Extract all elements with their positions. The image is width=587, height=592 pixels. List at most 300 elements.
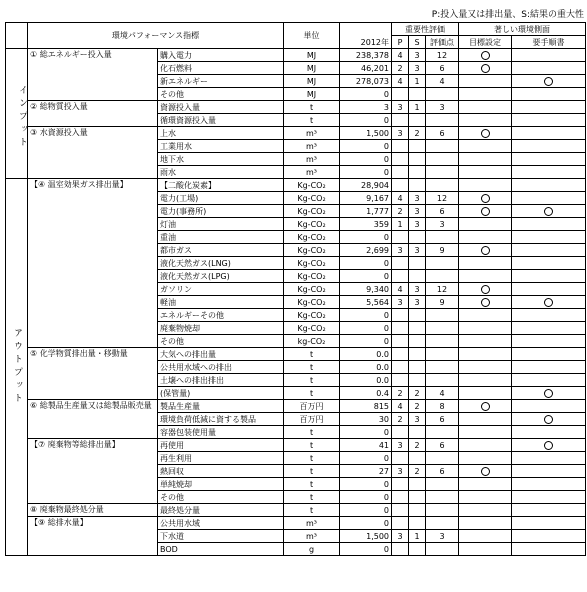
target-mark-cell	[459, 257, 512, 270]
eval-score	[426, 426, 459, 439]
header-procedure: 要手順書	[512, 36, 586, 49]
target-mark-cell	[459, 62, 512, 75]
p-score	[392, 257, 409, 270]
eval-score: 3	[426, 218, 459, 231]
category-output: アウトプット	[6, 179, 28, 556]
procedure-mark-cell	[512, 75, 586, 88]
item-name: 容器包装使用量	[158, 426, 284, 439]
circle-mark-icon	[544, 415, 553, 424]
eval-score	[426, 166, 459, 179]
item-name: 熱回収	[158, 465, 284, 478]
eval-score	[426, 491, 459, 504]
item-name: 新エネルギー	[158, 75, 284, 88]
item-name: エネルギーその他	[158, 309, 284, 322]
s-score	[409, 231, 426, 244]
p-score	[392, 88, 409, 101]
item-name: 地下水	[158, 153, 284, 166]
value-cell: 0	[340, 491, 392, 504]
eval-score	[426, 153, 459, 166]
value-cell: 0.0	[340, 361, 392, 374]
p-score	[392, 114, 409, 127]
target-mark-cell	[459, 192, 512, 205]
item-name: 公共用水域への排出	[158, 361, 284, 374]
item-name: 工業用水	[158, 140, 284, 153]
value-cell: 238,378	[340, 49, 392, 62]
section-label: 【④ 温室効果ガス排出量】	[28, 179, 158, 348]
procedure-mark-cell	[512, 101, 586, 114]
s-score	[409, 114, 426, 127]
unit-cell: m³	[284, 166, 340, 179]
item-name: (保管量)	[158, 387, 284, 400]
procedure-mark-cell	[512, 530, 586, 543]
table-row	[6, 49, 586, 62]
target-mark-cell	[459, 218, 512, 231]
section-label: ③ 水資源投入量	[28, 127, 158, 179]
target-mark-cell	[459, 153, 512, 166]
value-cell: 0	[340, 478, 392, 491]
unit-cell: t	[284, 374, 340, 387]
value-cell: 1,500	[340, 127, 392, 140]
p-score: 3	[392, 439, 409, 452]
unit-cell: t	[284, 478, 340, 491]
s-score: 2	[409, 465, 426, 478]
item-name: 都市ガス	[158, 244, 284, 257]
s-score: 3	[409, 62, 426, 75]
target-mark-cell	[459, 452, 512, 465]
s-score: 3	[409, 49, 426, 62]
procedure-mark-cell	[512, 231, 586, 244]
value-cell: 2,699	[340, 244, 392, 257]
value-cell: 0	[340, 88, 392, 101]
eval-score	[426, 335, 459, 348]
circle-mark-icon	[481, 402, 490, 411]
procedure-mark-cell	[512, 400, 586, 413]
section-label: 【⑨ 総排水量】	[28, 517, 158, 556]
value-cell: 359	[340, 218, 392, 231]
p-score	[392, 374, 409, 387]
s-score	[409, 309, 426, 322]
item-name: その他	[158, 88, 284, 101]
procedure-mark-cell	[512, 192, 586, 205]
item-name: 環境負荷低減に資する製品	[158, 413, 284, 426]
procedure-mark-cell	[512, 218, 586, 231]
p-score	[392, 478, 409, 491]
s-score	[409, 374, 426, 387]
table-row	[6, 504, 586, 517]
value-cell: 1,500	[340, 530, 392, 543]
procedure-mark-cell	[512, 309, 586, 322]
procedure-mark-cell	[512, 127, 586, 140]
item-name: 購入電力	[158, 49, 284, 62]
eval-score	[426, 257, 459, 270]
s-score: 3	[409, 413, 426, 426]
unit-cell: Kg-CO₂	[284, 309, 340, 322]
s-score	[409, 179, 426, 192]
p-score: 4	[392, 49, 409, 62]
value-cell: 278,073	[340, 75, 392, 88]
s-score: 2	[409, 387, 426, 400]
s-score	[409, 166, 426, 179]
eval-score: 4	[426, 75, 459, 88]
value-cell: 0	[340, 166, 392, 179]
value-cell: 30	[340, 413, 392, 426]
eval-score	[426, 517, 459, 530]
section-label: ① 総エネルギー投入量	[28, 49, 158, 101]
value-cell: 0.0	[340, 374, 392, 387]
header-score: 評価点	[426, 36, 459, 49]
circle-mark-icon	[544, 389, 553, 398]
circle-mark-icon	[481, 64, 490, 73]
section-label: ⑥ 総製品生産量又は総製品販売量	[28, 400, 158, 439]
value-cell: 0	[340, 270, 392, 283]
corner-cell	[6, 23, 28, 49]
p-score	[392, 140, 409, 153]
procedure-mark-cell	[512, 257, 586, 270]
eval-score	[426, 140, 459, 153]
table-row	[6, 127, 586, 140]
unit-cell: MJ	[284, 88, 340, 101]
p-score	[392, 491, 409, 504]
unit-cell: Kg-CO₂	[284, 322, 340, 335]
circle-mark-icon	[544, 207, 553, 216]
header-year: 2012年	[340, 23, 392, 49]
target-mark-cell	[459, 309, 512, 322]
legend-note: P:投入量又は排出量、S:結果の重大性	[431, 10, 584, 20]
s-score	[409, 426, 426, 439]
unit-cell: Kg-CO₂	[284, 296, 340, 309]
target-mark-cell	[459, 140, 512, 153]
unit-cell: Kg-CO₂	[284, 244, 340, 257]
item-name: 循環資源投入量	[158, 114, 284, 127]
eval-score: 8	[426, 400, 459, 413]
unit-cell: m³	[284, 153, 340, 166]
table-row	[6, 101, 586, 114]
header-unit: 単位	[284, 23, 340, 49]
target-mark-cell	[459, 530, 512, 543]
value-cell: 1,777	[340, 205, 392, 218]
eval-score: 6	[426, 127, 459, 140]
procedure-mark-cell	[512, 426, 586, 439]
item-name: 製品生産量	[158, 400, 284, 413]
eval-score: 9	[426, 296, 459, 309]
s-score: 1	[409, 530, 426, 543]
eval-score	[426, 179, 459, 192]
target-mark-cell	[459, 361, 512, 374]
s-score	[409, 361, 426, 374]
eval-score: 4	[426, 387, 459, 400]
procedure-mark-cell	[512, 543, 586, 556]
procedure-mark-cell	[512, 62, 586, 75]
target-mark-cell	[459, 517, 512, 530]
unit-cell: t	[284, 491, 340, 504]
s-score: 3	[409, 218, 426, 231]
category-input: インプット	[6, 49, 28, 179]
value-cell: 0	[340, 504, 392, 517]
header-s: S	[409, 36, 426, 49]
p-score	[392, 270, 409, 283]
unit-cell: Kg-CO₂	[284, 270, 340, 283]
procedure-mark-cell	[512, 348, 586, 361]
procedure-mark-cell	[512, 205, 586, 218]
unit-cell: t	[284, 426, 340, 439]
s-score	[409, 504, 426, 517]
procedure-mark-cell	[512, 153, 586, 166]
unit-cell: Kg-CO₂	[284, 257, 340, 270]
value-cell: 0	[340, 426, 392, 439]
p-score: 4	[392, 75, 409, 88]
unit-cell: Kg-CO₂	[284, 179, 340, 192]
unit-cell: t	[284, 114, 340, 127]
s-score	[409, 348, 426, 361]
item-name: 液化天然ガス(LPG)	[158, 270, 284, 283]
target-mark-cell	[459, 205, 512, 218]
p-score	[392, 322, 409, 335]
target-mark-cell	[459, 101, 512, 114]
item-name: ガソリン	[158, 283, 284, 296]
p-score: 3	[392, 465, 409, 478]
item-name: 化石燃料	[158, 62, 284, 75]
circle-mark-icon	[481, 467, 490, 476]
eval-score: 3	[426, 530, 459, 543]
eval-score	[426, 231, 459, 244]
item-name: 単純焼却	[158, 478, 284, 491]
target-mark-cell	[459, 491, 512, 504]
circle-mark-icon	[481, 207, 490, 216]
p-score	[392, 166, 409, 179]
item-name: 電力(事務所)	[158, 205, 284, 218]
s-score: 3	[409, 296, 426, 309]
procedure-mark-cell	[512, 413, 586, 426]
p-score: 2	[392, 413, 409, 426]
section-label: ② 総物質投入量	[28, 101, 158, 127]
value-cell: 0	[340, 257, 392, 270]
item-name: 軽油	[158, 296, 284, 309]
circle-mark-icon	[481, 194, 490, 203]
circle-mark-icon	[544, 77, 553, 86]
item-name: 液化天然ガス(LNG)	[158, 257, 284, 270]
eval-score	[426, 114, 459, 127]
s-score	[409, 452, 426, 465]
unit-cell: m³	[284, 517, 340, 530]
section-label: 【⑦ 廃棄物等総排出量】	[28, 439, 158, 504]
unit-cell: t	[284, 387, 340, 400]
procedure-mark-cell	[512, 166, 586, 179]
value-cell: 9,167	[340, 192, 392, 205]
unit-cell: Kg-CO₂	[284, 192, 340, 205]
s-score: 3	[409, 205, 426, 218]
item-name: 下水道	[158, 530, 284, 543]
unit-cell: t	[284, 465, 340, 478]
circle-mark-icon	[481, 285, 490, 294]
item-name: BOD	[158, 543, 284, 556]
target-mark-cell	[459, 348, 512, 361]
header-p: P	[392, 36, 409, 49]
circle-mark-icon	[481, 51, 490, 60]
unit-cell: Kg-CO₂	[284, 205, 340, 218]
procedure-mark-cell	[512, 517, 586, 530]
eval-score: 12	[426, 49, 459, 62]
value-cell: 0	[340, 335, 392, 348]
value-cell: 0	[340, 322, 392, 335]
item-name: 土壌への排出排出	[158, 374, 284, 387]
eval-score: 6	[426, 62, 459, 75]
s-score	[409, 543, 426, 556]
eval-score	[426, 348, 459, 361]
target-mark-cell	[459, 543, 512, 556]
circle-mark-icon	[544, 441, 553, 450]
p-score: 4	[392, 283, 409, 296]
value-cell: 0	[340, 517, 392, 530]
p-score: 3	[392, 530, 409, 543]
target-mark-cell	[459, 296, 512, 309]
table-row	[6, 400, 586, 413]
p-score: 4	[392, 192, 409, 205]
p-score: 2	[392, 205, 409, 218]
unit-cell: t	[284, 348, 340, 361]
unit-cell: m³	[284, 530, 340, 543]
eval-score	[426, 452, 459, 465]
value-cell: 41	[340, 439, 392, 452]
target-mark-cell	[459, 127, 512, 140]
value-cell: 0	[340, 231, 392, 244]
target-mark-cell	[459, 283, 512, 296]
p-score	[392, 452, 409, 465]
target-mark-cell	[459, 270, 512, 283]
s-score	[409, 517, 426, 530]
p-score	[392, 153, 409, 166]
procedure-mark-cell	[512, 244, 586, 257]
procedure-mark-cell	[512, 491, 586, 504]
s-score: 1	[409, 101, 426, 114]
p-score: 2	[392, 387, 409, 400]
p-score	[392, 309, 409, 322]
value-cell: 0	[340, 153, 392, 166]
eval-score	[426, 504, 459, 517]
section-label: ⑧ 廃棄物最終処分量	[28, 504, 158, 517]
eval-score	[426, 270, 459, 283]
target-mark-cell	[459, 335, 512, 348]
value-cell: 28,904	[340, 179, 392, 192]
value-cell: 27	[340, 465, 392, 478]
item-name: その他	[158, 335, 284, 348]
procedure-mark-cell	[512, 49, 586, 62]
target-mark-cell	[459, 439, 512, 452]
item-name: 最終処分量	[158, 504, 284, 517]
value-cell: 815	[340, 400, 392, 413]
value-cell: 46,201	[340, 62, 392, 75]
target-mark-cell	[459, 465, 512, 478]
p-score: 2	[392, 62, 409, 75]
circle-mark-icon	[481, 129, 490, 138]
s-score: 3	[409, 283, 426, 296]
eval-score	[426, 361, 459, 374]
p-score	[392, 504, 409, 517]
p-score	[392, 231, 409, 244]
value-cell: 0.4	[340, 387, 392, 400]
eval-score	[426, 88, 459, 101]
value-cell: 0	[340, 452, 392, 465]
procedure-mark-cell	[512, 361, 586, 374]
value-cell: 0.0	[340, 348, 392, 361]
value-cell: 9,340	[340, 283, 392, 296]
target-mark-cell	[459, 504, 512, 517]
eval-score: 12	[426, 283, 459, 296]
procedure-mark-cell	[512, 452, 586, 465]
target-mark-cell	[459, 413, 512, 426]
item-name: 資源投入量	[158, 101, 284, 114]
procedure-mark-cell	[512, 335, 586, 348]
table-row	[6, 517, 586, 530]
unit-cell: 百万円	[284, 400, 340, 413]
eval-score	[426, 374, 459, 387]
unit-cell: g	[284, 543, 340, 556]
procedure-mark-cell	[512, 374, 586, 387]
eval-score	[426, 543, 459, 556]
unit-cell: t	[284, 504, 340, 517]
p-score	[392, 335, 409, 348]
unit-cell: Kg-CO₂	[284, 218, 340, 231]
value-cell: 0	[340, 140, 392, 153]
target-mark-cell	[459, 387, 512, 400]
eval-score: 9	[426, 244, 459, 257]
s-score	[409, 322, 426, 335]
p-score	[392, 543, 409, 556]
header-importance: 重要性評価	[392, 23, 459, 36]
s-score	[409, 335, 426, 348]
procedure-mark-cell	[512, 283, 586, 296]
s-score: 3	[409, 244, 426, 257]
s-score	[409, 478, 426, 491]
procedure-mark-cell	[512, 322, 586, 335]
unit-cell: Kg-CO₂	[284, 283, 340, 296]
eval-score: 6	[426, 413, 459, 426]
environmental-performance-table	[5, 22, 586, 556]
p-score: 3	[392, 244, 409, 257]
eval-score	[426, 322, 459, 335]
target-mark-cell	[459, 322, 512, 335]
p-score: 1	[392, 218, 409, 231]
target-mark-cell	[459, 478, 512, 491]
value-cell: 5,564	[340, 296, 392, 309]
section-label: ⑤ 化学物質排出量・移動量	[28, 348, 158, 400]
unit-cell: Kg-CO₂	[284, 231, 340, 244]
s-score	[409, 153, 426, 166]
eval-score: 12	[426, 192, 459, 205]
target-mark-cell	[459, 114, 512, 127]
s-score	[409, 491, 426, 504]
unit-cell: m³	[284, 127, 340, 140]
unit-cell: t	[284, 439, 340, 452]
target-mark-cell	[459, 88, 512, 101]
table-row	[6, 439, 586, 452]
p-score: 4	[392, 400, 409, 413]
procedure-mark-cell	[512, 439, 586, 452]
target-mark-cell	[459, 244, 512, 257]
header-target: 目標設定	[459, 36, 512, 49]
p-score	[392, 179, 409, 192]
unit-cell: m³	[284, 140, 340, 153]
procedure-mark-cell	[512, 140, 586, 153]
unit-cell: MJ	[284, 62, 340, 75]
eval-score: 6	[426, 465, 459, 478]
header-aspect: 著しい環境側面	[459, 23, 586, 36]
procedure-mark-cell	[512, 270, 586, 283]
unit-cell: t	[284, 452, 340, 465]
eval-score	[426, 478, 459, 491]
s-score	[409, 270, 426, 283]
p-score	[392, 361, 409, 374]
procedure-mark-cell	[512, 296, 586, 309]
